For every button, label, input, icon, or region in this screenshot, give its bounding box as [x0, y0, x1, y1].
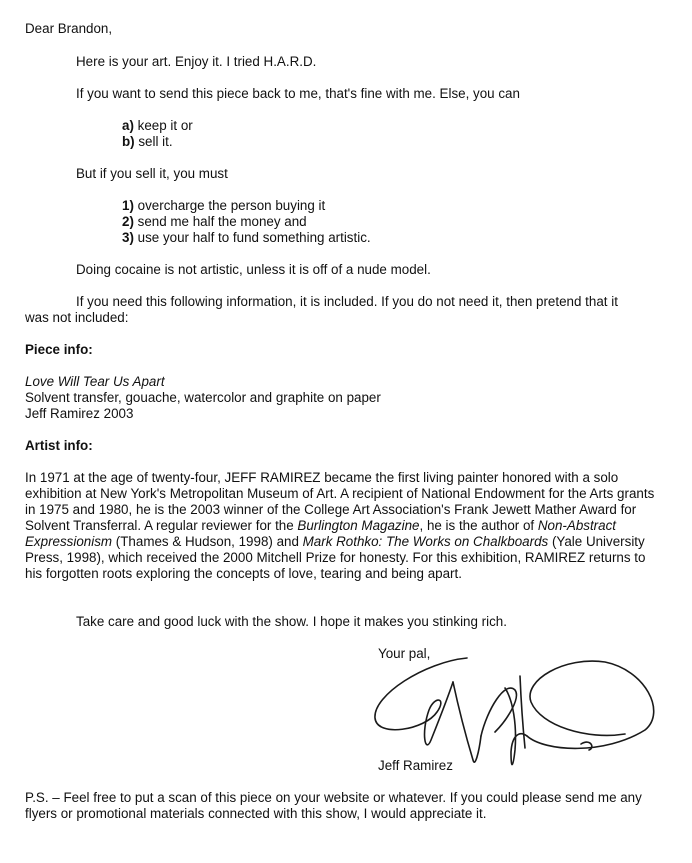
book-title: Mark Rothko: The Works on Chalkboards	[302, 534, 549, 549]
list-marker: 2)	[122, 214, 134, 229]
bio-text: (Thames & Hudson, 1998) and	[112, 534, 303, 549]
list-item-text: send me half the money and	[133, 214, 307, 229]
info-note-paragraph: If you need this following information, it is included. If you do not need it, then pretend that it was not included:	[25, 294, 618, 325]
bio-text: In 1971 at the age of twenty-four, JEFF RAMIREZ became the first living painter honored with a solo exhibition at New York's Metropolitan Museum of Art. A recipient of National Endowment for the Arts grants in 1975 and 1980, he is the 2003 winner of the College Art Association's Frank Jewett Mather Award for Solvent Transferral. A regular reviewer for the	[25, 470, 655, 533]
list-item	[122, 214, 371, 230]
list-item	[122, 134, 193, 150]
list-item	[122, 198, 371, 214]
list-item	[122, 118, 193, 134]
artist-info-heading: Artist info:	[25, 438, 93, 453]
list-marker: a)	[122, 118, 134, 133]
bio-text: , he is the author of	[419, 518, 538, 533]
but-if-paragraph: But if you sell it, you must	[76, 166, 228, 181]
send-back-paragraph: If you want to send this piece back to me, that's fine with me. Else, you can	[76, 86, 520, 101]
list-item-text: use your half to fund something artistic.	[133, 230, 371, 245]
list-item	[122, 230, 371, 246]
closing-line: Take care and good luck with the show. I hope it makes you stinking rich.	[76, 614, 507, 629]
piece-title: Love Will Tear Us Apart	[25, 374, 165, 389]
list-item-text: sell it.	[134, 134, 173, 149]
book-title: Non-Abstract Expressionism	[25, 518, 616, 549]
piece-medium: Solvent transfer, gouache, watercolor and graphite on paper	[25, 390, 381, 405]
options-list	[122, 118, 193, 150]
piece-info	[25, 374, 381, 422]
artist-bio	[25, 470, 655, 582]
rules-list	[122, 198, 371, 246]
list-marker: b)	[122, 134, 135, 149]
list-marker: 3)	[122, 230, 134, 245]
list-marker: 1)	[122, 198, 134, 213]
cocaine-paragraph: Doing cocaine is not artistic, unless it is off of a nude model.	[76, 262, 431, 277]
sign-off: Your pal,	[378, 646, 431, 661]
piece-info-heading: Piece info:	[25, 342, 93, 357]
list-item-text: keep it or	[133, 118, 193, 133]
signature-name: Jeff Ramirez	[378, 758, 453, 773]
greeting: Dear Brandon,	[25, 21, 113, 36]
piece-artist-year: Jeff Ramirez 2003	[25, 406, 134, 421]
intro-paragraph: Here is your art. Enjoy it. I tried H.A.R.D.	[76, 54, 317, 69]
bio-text: (Yale University Press, 1998), which received the 2000 Mitchell Prize for honesty. For this exhibition, RAMIREZ returns to his forgotten roots exploring the concepts of love, tearing and being apart.	[25, 534, 646, 581]
postscript: P.S. – Feel free to put a scan of this piece on your website or whatever. If you could please send me any flyers or promotional materials connected with this show, I would appreciate it.	[25, 790, 642, 821]
list-item-text: overcharge the person buying it	[133, 198, 326, 213]
magazine-title: Burlington Magazine	[297, 518, 420, 533]
